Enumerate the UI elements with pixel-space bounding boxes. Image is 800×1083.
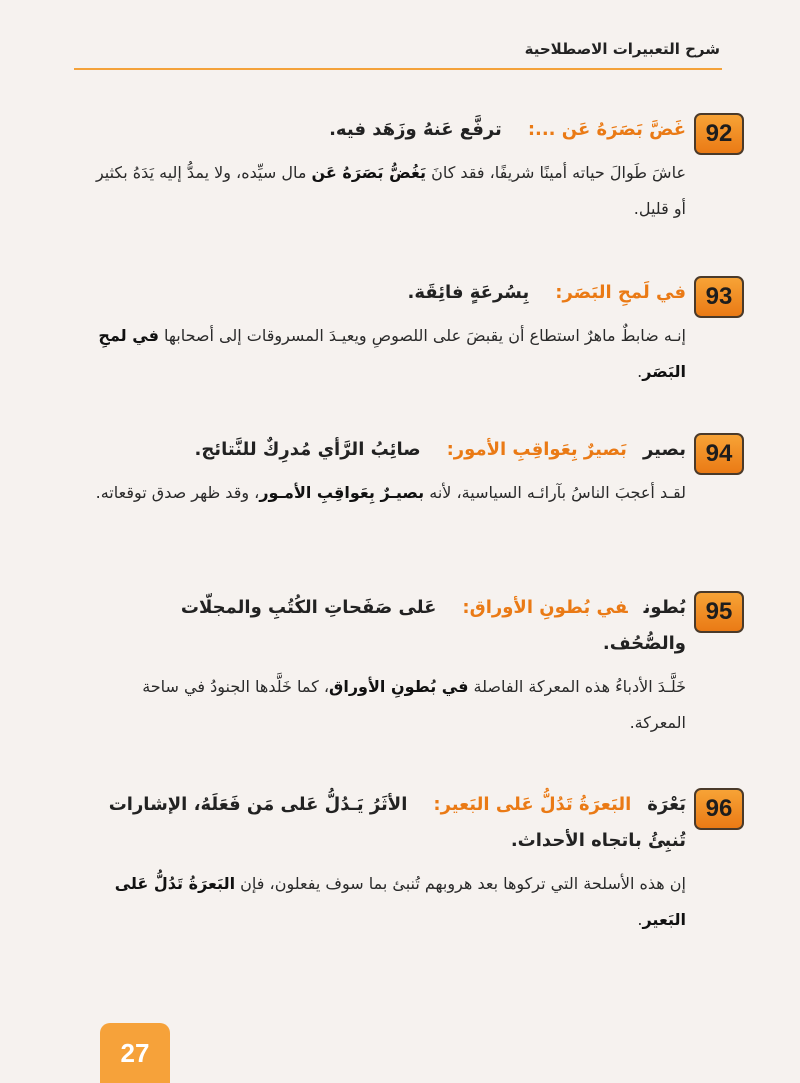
example-text-after: مال سيِّده، ولا يمدُّ إليه يَدَهُ بكثير أو قليل. (95, 163, 686, 218)
idiom-phrase: بَصيرٌ بِعَواقِبِ الأمور: (446, 439, 627, 460)
entry-number-badge: 95 (694, 591, 744, 633)
entry-heading (92, 119, 686, 140)
header-divider (74, 68, 722, 70)
example-text-before: عاشَ طَوالَ حياته أمينًا شريفًا، فقد كانَ (426, 163, 686, 182)
entry-number-badge: 94 (694, 433, 744, 475)
idiom-entry-96 (92, 788, 744, 958)
idiom-phrase: في بُطونِ الأوراق: (462, 597, 628, 618)
idiom-entry-92 (92, 113, 744, 233)
example-text-before: إنـه ضابطٌ ماهرٌ استطاع أن يقبضَ على اللصوصِ ويعيـدَ المسروقات إلى أصحابها (158, 326, 686, 345)
example-keyword: يَغُضُّ بَصَرَهُ عَن (311, 163, 426, 182)
idiom-phrase: غَضَّ بَصَرَهُ عَن ...: (527, 119, 686, 140)
example-text-after: ، كما خَلَّدها الجنودُ في ساحة المعركة. (142, 677, 686, 732)
example-text-after: ، وقد ظهر صدق توقعاته. (95, 483, 260, 502)
idiom-meaning: عَلى صَفَحاتِ الكُتُبِ والمجلّات (180, 597, 437, 618)
example-keyword: في لمحِ البَصَر (98, 326, 686, 381)
example-text-before: خَلَّـدَ الأدباءُ هذه المعركة الفاصلة (468, 677, 686, 696)
root-word: بُطون (643, 597, 686, 618)
example-keyword: في بُطونِ الأوراق (329, 677, 469, 696)
idiom-meaning: صائِبُ الرَّأي مُدرِكٌ للنَّتائج. (194, 439, 421, 460)
example-keyword: البَعرَةُ تَدُلُّ عَلى البَعير (114, 874, 686, 929)
usage-example (92, 318, 686, 390)
idiom-meaning-continued: والصُّحُف. (602, 633, 686, 654)
usage-example (92, 669, 686, 741)
idiom-entry-93 (92, 276, 744, 396)
idiom-meaning: ترفَّع عَنهُ وزَهَد فيه. (329, 119, 502, 140)
page-number-tab (100, 1023, 170, 1083)
example-text-after: . (637, 362, 643, 381)
idiom-meaning-continued: تُنبِئُ باتجاه الأحداث. (510, 830, 686, 851)
running-header-title: شرح التعبيرات الاصطلاحية (524, 40, 720, 58)
entry-number-badge: 93 (694, 276, 744, 318)
idiom-meaning: الأثَرُ يَـدُلُّ عَلى مَن فَعَلَهُ، الإشارات (108, 794, 408, 815)
entry-heading (92, 439, 686, 460)
usage-example (92, 866, 686, 938)
entry-number-badge: 96 (694, 788, 744, 830)
root-word: بَعْرَة (647, 794, 686, 815)
root-word: بصير (642, 439, 686, 460)
example-text-before: إن هذه الأسلحة التي تركوها بعد هروبهم تُنبئ بما سوف يفعلون، فإن (235, 874, 686, 893)
idiom-meaning: بِسُرعَةٍ فائِقَة. (407, 282, 530, 303)
idiom-phrase: البَعرَةُ تَدُلُّ عَلى البَعير: (433, 794, 632, 815)
entry-number-badge: 92 (694, 113, 744, 155)
example-text-before: لقـد أعجبَ الناسُ بآرائـه السياسية، لأنه (424, 483, 686, 502)
usage-example (92, 155, 686, 227)
idiom-entry-95 (92, 591, 744, 751)
entry-heading (92, 597, 686, 618)
idiom-phrase: في لَمحِ البَصَر: (555, 282, 686, 303)
idiom-entry-94 (92, 433, 744, 563)
page-number: 27 (120, 1037, 150, 1068)
example-text-after: . (637, 910, 643, 929)
entry-heading (92, 794, 686, 815)
usage-example (92, 475, 686, 511)
example-keyword: بصيـرٌ بِعَواقِبِ الأمـور (259, 483, 425, 502)
entry-heading (92, 282, 686, 303)
